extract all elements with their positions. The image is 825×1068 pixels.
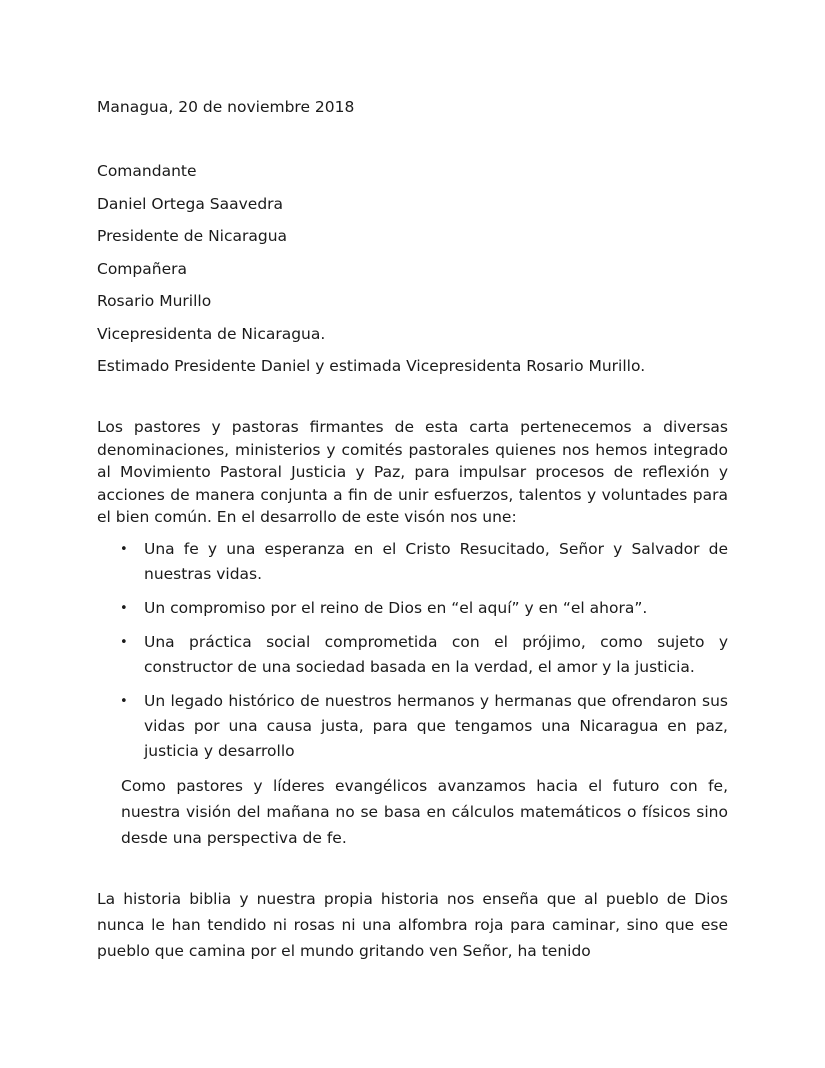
addressee-title: Comandante xyxy=(97,162,197,180)
list-item xyxy=(97,596,728,621)
list-item xyxy=(97,537,728,587)
bullet-icon: • xyxy=(120,542,128,557)
list-item xyxy=(97,689,728,764)
addressee-name: Daniel Ortega Saavedra xyxy=(97,194,284,213)
paragraph-history: La historia biblia y nuestra propia historia nos enseña que al pueblo de Dios nunca le han tendido ni rosas ni una alfombra roja para caminar, sino que ese pueblo que camina por el mundo gritando ven Señor, ha tenido xyxy=(97,890,728,960)
letter-date: Managua, 20 de noviembre 2018 xyxy=(97,98,355,116)
salutation: Estimado Presidente Daniel y estimada Vicepresidenta Rosario Murillo. xyxy=(97,357,646,375)
bullet-icon: • xyxy=(120,601,128,616)
second-addressee-title: Compañera xyxy=(97,259,187,278)
bullet-icon: • xyxy=(120,694,128,709)
paragraph-vision: Como pastores y líderes evangélicos avanzamos hacia el futuro con fe, nuestra visión del mañana no se basa en cálculos matemáticos o físicos sino desde una perspectiva de fe. xyxy=(121,777,728,847)
bullet-list xyxy=(97,537,728,773)
paragraph-intro: Los pastores y pastoras firmantes de esta carta pertenecemos a diversas denominaciones, ministerios y comités pastorales quienes nos hemos integrado al Movimiento Pastoral Justicia y Paz, para impulsar procesos de reflexión y acciones de manera conjunta a fin de unir esfuerzos, talentos y voluntades para el bien común. En el desarrollo de este visón nos une: xyxy=(97,418,728,527)
second-addressee-position: Vicepresidenta de Nicaragua. xyxy=(97,324,326,343)
second-addressee-name: Rosario Murillo xyxy=(97,292,212,310)
list-item-text: Un legado histórico de nuestros hermanos y hermanas que ofrendaron sus vidas por una causa justa, para que tengamos una Nicaragua en paz, justicia y desarrollo xyxy=(144,692,728,760)
list-item-text: Una fe y una esperanza en el Cristo Resucitado, Señor y Salvador de nuestras vidas. xyxy=(144,540,728,583)
addressee-block xyxy=(97,160,737,388)
list-item xyxy=(97,630,728,680)
list-item-text: Una práctica social comprometida con el prójimo, como sujeto y constructor de una sociedad basada en la verdad, el amor y la justicia. xyxy=(144,633,728,676)
addressee-position: Presidente de Nicaragua xyxy=(97,227,288,245)
bullet-icon: • xyxy=(120,635,128,650)
list-item-text: Un compromiso por el reino de Dios en “el aquí” y en “el ahora”. xyxy=(144,599,648,617)
